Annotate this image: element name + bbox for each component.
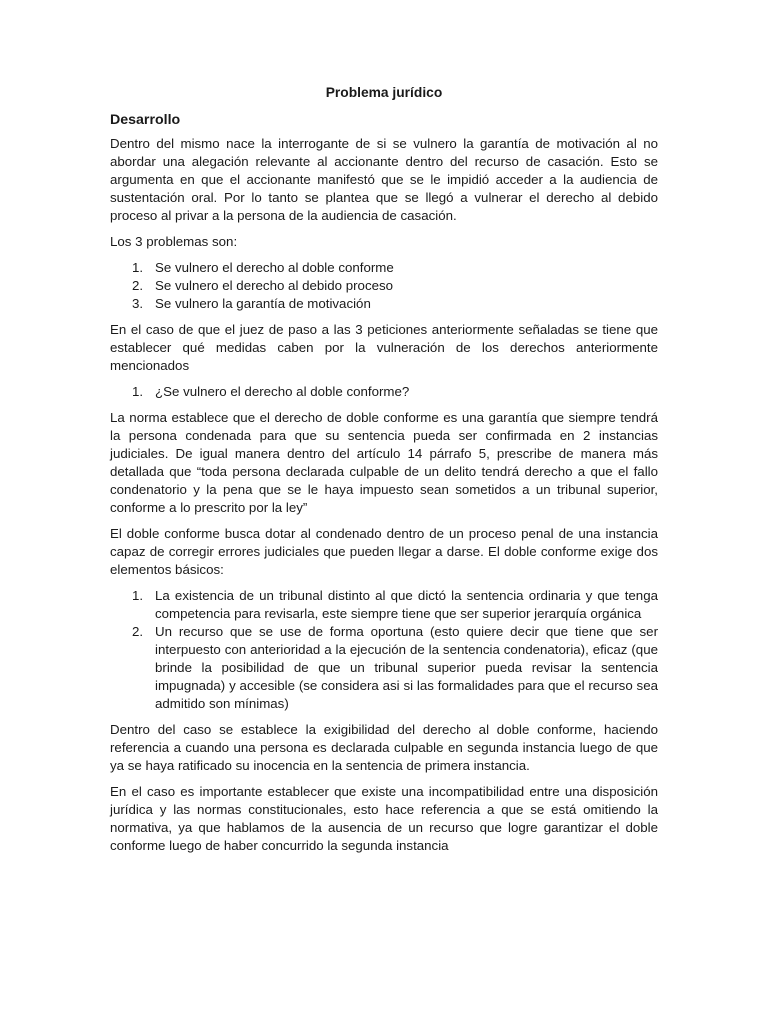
list-item-text: Un recurso que se use de forma oportuna (esto quiere decir que tiene que ser interpuesto con anterioridad a la ejecución de la sentencia condenatoria), eficaz (que brinde la posibilidad de que un tribunal superior pueda revisar la sentencia impugnada) y accesible (se considera asi si las formalidades para que el recurso sea admitido son mínimas) bbox=[155, 624, 658, 711]
list-item bbox=[110, 623, 658, 713]
measures-paragraph: En el caso de que el juez de paso a las 3 peticiones anteriormente señaladas se tiene que establecer qué medidas caben por la vulneración de los derechos anteriormente mencionados bbox=[110, 322, 658, 373]
list-item-text: La existencia de un tribunal distinto al que dictó la sentencia ordinaria y que tenga competencia para revisarla, este siempre tiene que ser superior jerarquía orgánica bbox=[155, 588, 658, 621]
list-item-text: ¿Se vulnero el derecho al doble conforme? bbox=[155, 384, 410, 399]
incompatibility-paragraph: En el caso es importante establecer que existe una incompatibilidad entre una disposición jurídica y las normas constitucionales, esto hace referencia a que se está omitiendo la normativa, ya que hablamos de la ausencia de un recurso que logre garantizar el doble conforme luego de haber concurrido la segunda instancia bbox=[110, 784, 658, 853]
document-page bbox=[110, 84, 658, 863]
list-item bbox=[110, 259, 658, 277]
document-title: Problema jurídico bbox=[325, 85, 443, 100]
elements-list bbox=[110, 587, 658, 713]
exigibility-paragraph: Dentro del caso se establece la exigibilidad del derecho al doble conforme, haciendo referencia a cuando una persona es declarada culpable en segunda instancia luego de que ya se haya ratificado su inocencia en la sentencia de primera instancia. bbox=[110, 722, 658, 773]
list-item-text: Se vulnero la garantía de motivación bbox=[155, 296, 371, 311]
list-number: 1. bbox=[132, 588, 144, 603]
intro-paragraph: Dentro del mismo nace la interrogante de si se vulnero la garantía de motivación al no abordar una alegación relevante al accionante dentro del recurso de casación. Esto se argumenta en que el accionante manifestó que se le impidió acceder a la audiencia de sustentación oral. Por lo tanto se plantea que se llegó a vulnerar el derecho al debido proceso al privar a la persona de la audiencia de casación. bbox=[110, 136, 658, 223]
problems-list bbox=[110, 259, 658, 313]
doble-conforme-paragraph: El doble conforme busca dotar al condenado dentro de un proceso penal de una instancia capaz de corregir errores judiciales que pueden llegar a darse. El doble conforme exige dos elementos básicos: bbox=[110, 526, 658, 577]
list-item-text: Se vulnero el derecho al doble conforme bbox=[155, 260, 394, 275]
list-item bbox=[110, 383, 658, 401]
list-item bbox=[110, 277, 658, 295]
list-number: 1. bbox=[132, 384, 144, 399]
list-number: 1. bbox=[132, 260, 144, 275]
list-item bbox=[110, 295, 658, 313]
list-item bbox=[110, 587, 658, 623]
section-heading: Desarrollo bbox=[110, 112, 181, 128]
list-number: 2. bbox=[132, 624, 144, 639]
list-number: 3. bbox=[132, 296, 144, 311]
list-number: 2. bbox=[132, 278, 144, 293]
norm-paragraph: La norma establece que el derecho de doble conforme es una garantía que siempre tendrá la persona condenada para que su sentencia pueda ser confirmada en 2 instancias judiciales. De igual manera dentro del artículo 14 párrafo 5, prescribe de manera más detallada que “toda persona declarada culpable de un delito tendrá derecho a que el fallo condenatorio y la pena que se le haya impuesto sean sometidos a un tribunal superior, conforme a lo prescrito por la ley” bbox=[110, 410, 658, 515]
problems-intro: Los 3 problemas son: bbox=[110, 234, 238, 249]
question-list bbox=[110, 383, 658, 401]
list-item-text: Se vulnero el derecho al debido proceso bbox=[155, 278, 394, 293]
